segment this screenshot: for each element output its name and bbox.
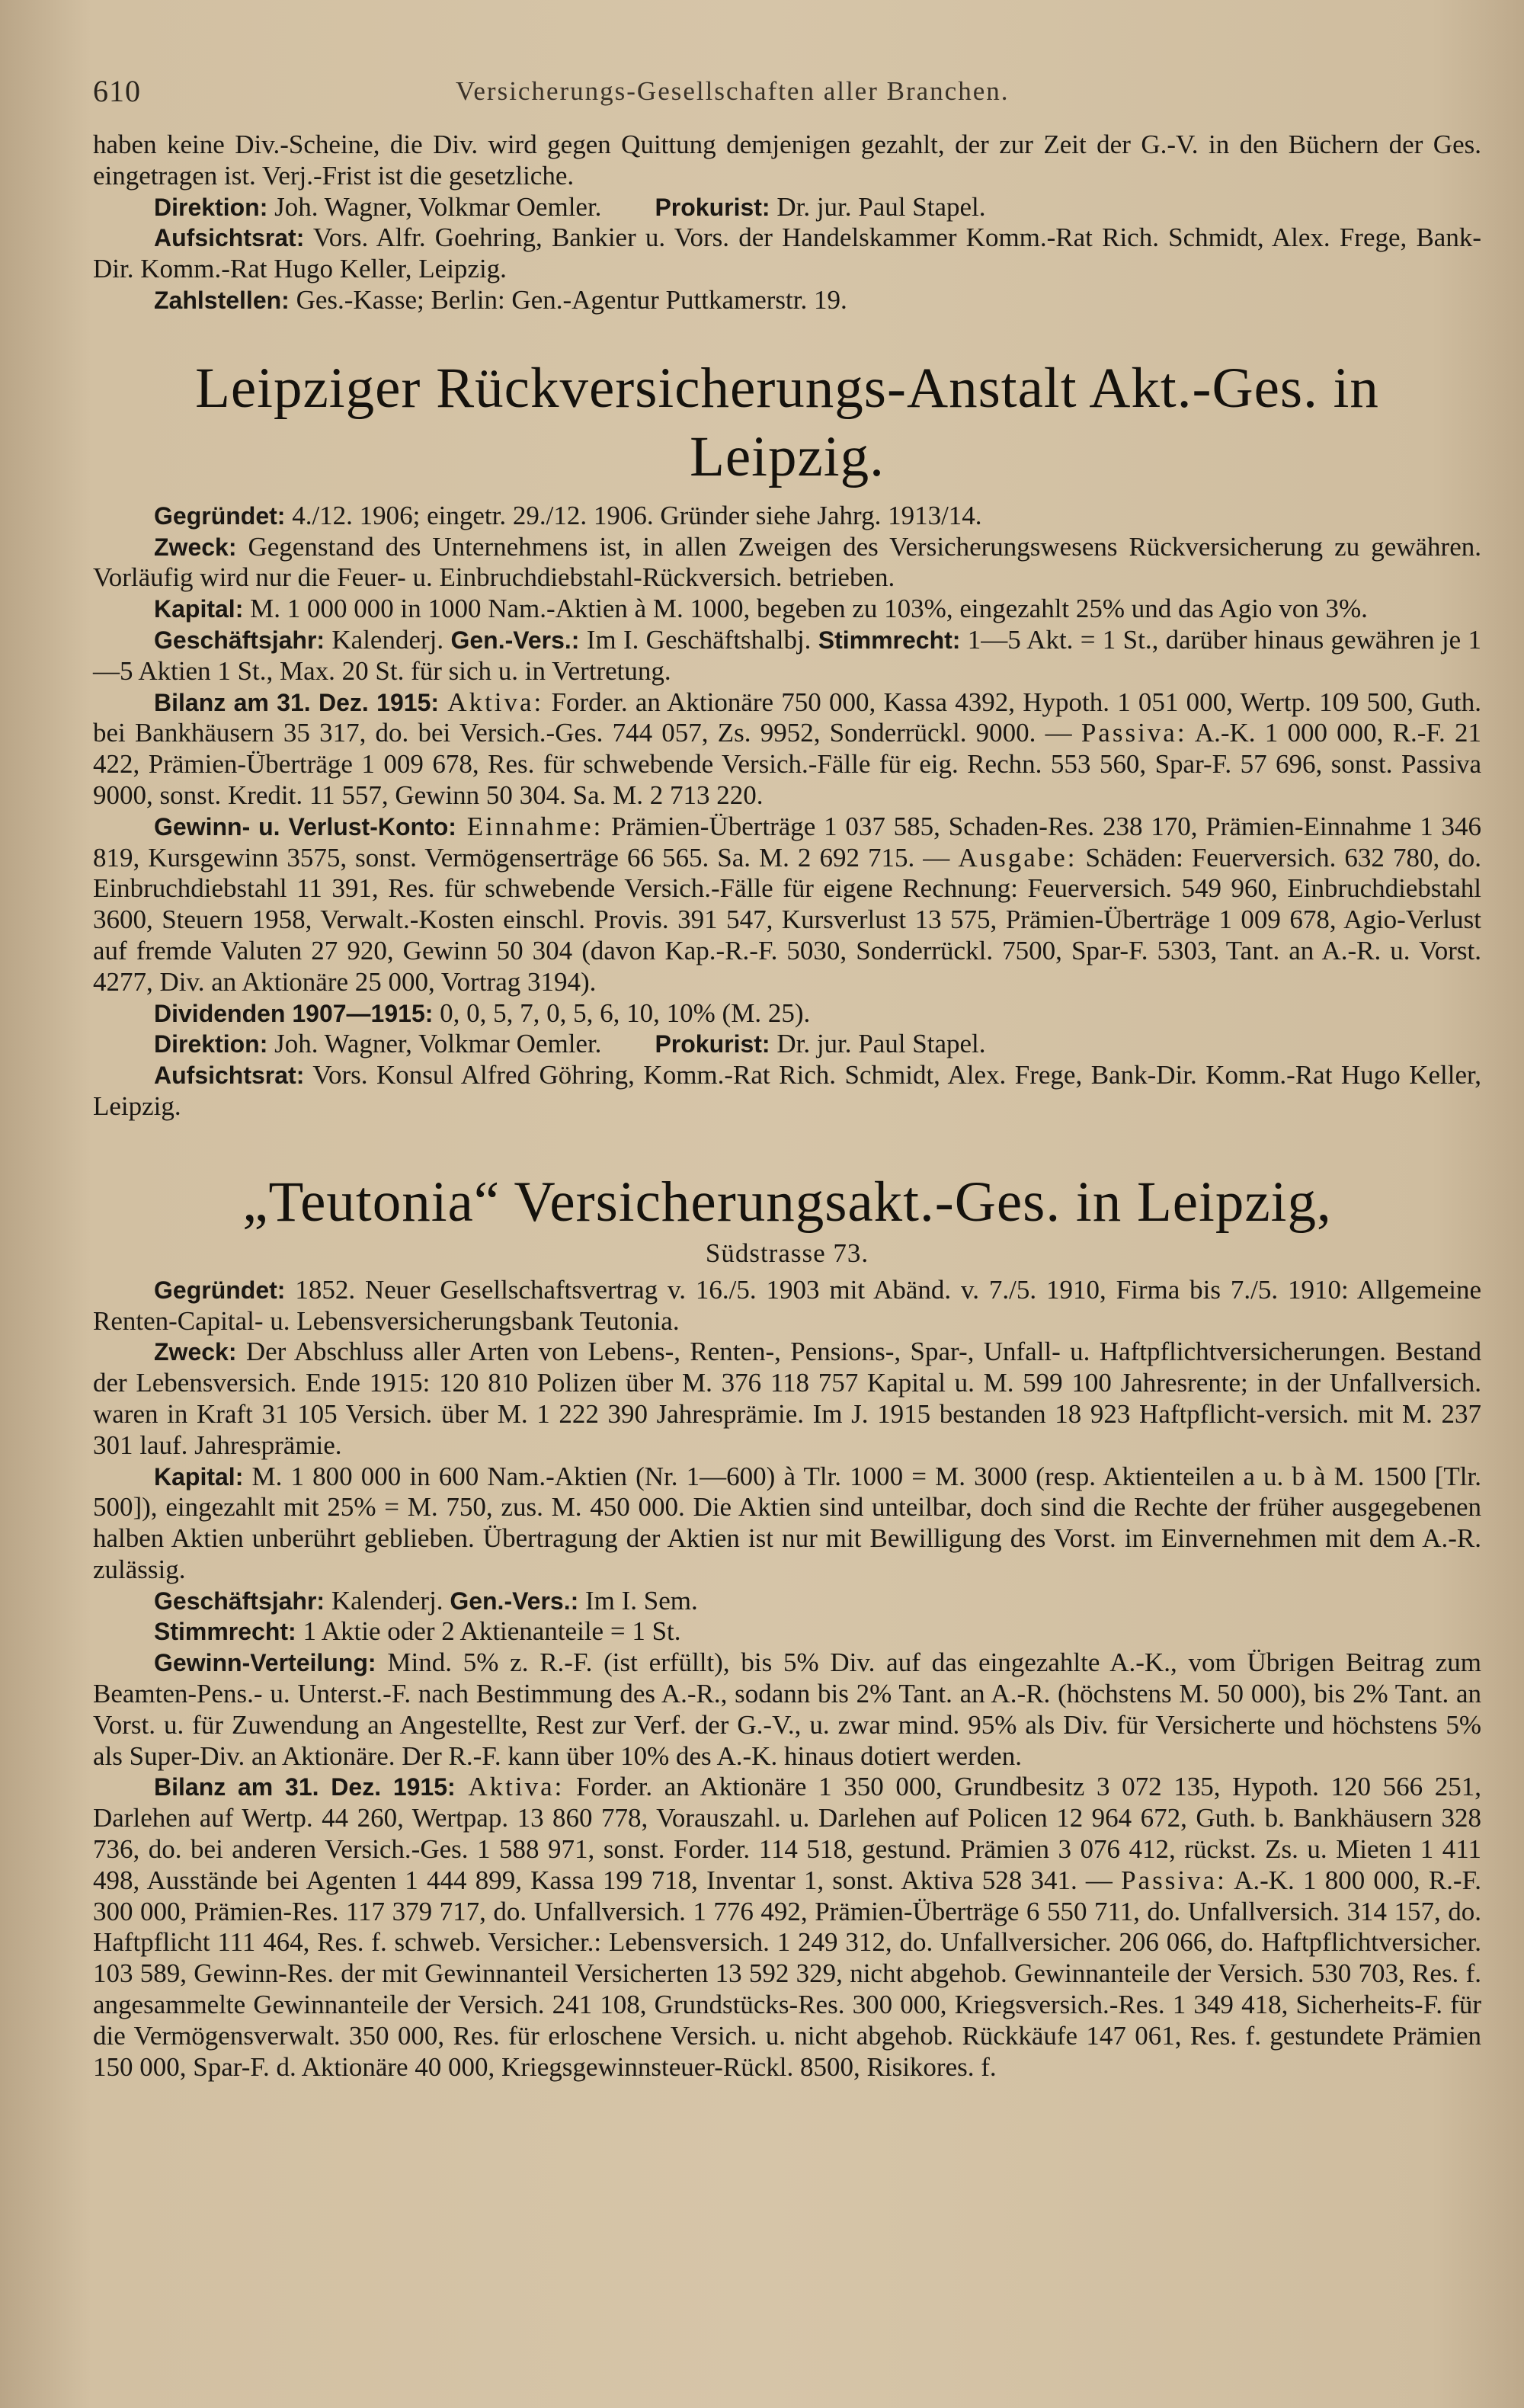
teutonia-gegruendet [93, 1275, 1481, 1337]
label-zweck: Zweck: [154, 533, 237, 561]
text-zahlstellen: Ges.-Kasse; Berlin: Gen.-Agentur Puttkamerstr. 19. [289, 284, 847, 315]
label-gegruendet: Gegründet: [154, 501, 286, 530]
running-title: Versicherungs-Gesellschaften aller Branchen. [456, 76, 1010, 106]
text-genvers: Im I. Sem. [578, 1585, 698, 1615]
label-zahlstellen: Zahlstellen: [154, 286, 290, 314]
teutonia-stimmrecht [93, 1616, 1481, 1647]
section-title-teutonia: „Teutonia“ Versicherungsakt.-Ges. in Leipzig, [242, 1170, 1332, 1234]
leipziger-aufsichtsrat [93, 1060, 1481, 1122]
label-prokurist: Prokurist: [655, 1030, 770, 1058]
text-zweck: Der Abschluss aller Arten von Lebens-, Renten-, Pensions-, Spar-, Unfall- u. Haftpflichtversicherungen. Bestand der Lebensversich. Ende 1915: 120 810 Polizen über M. 376 118 757 Kapital u. M. 599 100 Jahresrente; in der Unfallversich. waren in Kraft 31 105 Versich. über M. 1 222 390 Jahresprämie. Im J. 1915 bestanden 18 923 Haftpflicht-versich. mit M. 237 301 lauf. Jahresprämie. [93, 1337, 1481, 1460]
label-aktiva: Aktiva: [455, 1772, 565, 1802]
top-direktion [93, 192, 1481, 223]
teutonia-kapital [93, 1462, 1481, 1586]
text-aktiva: Forder. an Aktionäre 750 000, Kassa 4392, Hypoth. 1 051 000, Wertp. 109 500, Guth. bei Bankhäusern 35 317, do. bei Versich.-Ges. 744 057, Zs. 9952, Sonderrückl. 9000. — [93, 687, 1481, 748]
text-ausgabe: Schäden: Feuerversich. 632 780, do. Einbruchdiebstahl 11 391, Res. für schwebende Versich.-Fälle für eigene Rechnung: Feuerversich. 549 960, Einbruchdiebstahl 3600, Steuern 1958, Verwalt.-Kosten einschl. Provis. 391 547, Kursverlust 13 575, Prämien-Überträge 1 009 678, Agio-Verlust auf fremde Valuten 27 920, Gewinn 50 304 (davon Kap.-R.-F. 5030, Sonderrückl. 7500, Spar-F. 5303, Tant. an A.-R. u. Vorst. 4277, Div. an Aktionäre 25 000, Vortrag 3194). [93, 842, 1481, 997]
text-aktiva: Forder. an Aktionäre 1 350 000, Grundbesitz 3 072 135, Hypoth. 120 566 251, Darlehen auf Wertp. 44 260, Wertpap. 13 860 778, Vorauszahl. u. Darlehen auf Policen 12 964 672, Guth. b. Bankhäusern 328 736, do. bei anderen Versich.-Ges. 1 588 971, sonst. Forder. 114 518, gestund. Prämien 3 076 412, rückst. Zs. u. Mieten 1 411 498, Ausstände bei Agenten 1 444 899, Kassa 199 718, Inventar 1, sonst. Aktiva 528 341. — [93, 1772, 1481, 1895]
intro-paragraph [93, 130, 1481, 192]
text-passiva: A.-K. 1 800 000, R.-F. 300 000, Prämien-Res. 117 379 717, do. Unfallversich. 1 776 492, Prämien-Überträge 6 550 711, do. Unfallversich. 314 157, do. Haftpflicht 111 464, Res. f. schweb. Versicher.: Lebensversich. 1 249 312, do. Unfallversicher. 206 066, do. Haftpflichtversicher. 103 589, Gewinn-Res. der mit Gewinnanteil Versicherten 13 592 329, nicht abgehob. Gewinnanteile der Versich. 530 703, Res. f. angesammelte Gewinnanteile der Versich. 241 108, Grundstücks-Res. 300 000, Kriegsversich.-Res. 1 349 418, Sicherheits-F. für die Vermögensverwalt. 350 000, Res. für erloschene Versich. u. nicht abgehob. Rückkäufe 147 061, Res. f. gestundete Prämien 150 000, Spar-F. d. Aktionäre 40 000, Kriegsgewinnsteuer-Rückl. 8500, Risikores. f. [93, 1865, 1481, 2082]
leipziger-geschaeftsjahr [93, 625, 1481, 687]
label-gegruendet: Gegründet: [154, 1276, 286, 1304]
label-geschaeftsjahr: Geschäftsjahr: [154, 626, 325, 654]
leipziger-gewinn-verlust [93, 812, 1481, 998]
teutonia-bilanz [93, 1772, 1481, 2083]
text-dividenden: 0, 0, 5, 7, 0, 5, 6, 10, 10% (M. 25). [433, 997, 811, 1028]
text-zweck: Gegenstand des Unternehmens ist, in allen Zweigen des Versicherungswesens Rückversicherung zu gewähren. Vorläufig wird nur die Feuer- u. Einbruchdiebstahl-Rückversich. betrieben. [93, 531, 1481, 593]
running-head [93, 73, 1481, 113]
label-genvers: Gen.-Vers.: [450, 626, 580, 654]
text-stimmrecht: 1 Aktie oder 2 Aktienanteile = 1 St. [296, 1616, 681, 1647]
text-gewinnverteilung: Mind. 5% z. R.-F. (ist erfüllt), bis 5% Div. auf das eingezahlte A.-K., vom Übrigen Beitrag zum Beamten-Pens.- u. Unterst.-F. nach Bestimmung des A.-R., sodann bis 2% Tant. an A.-R. (höchstens M. 50 000), bis 2% Tant. an Vorst. u. für Zuwendung an Angestellte, Rest zur Verf. der G.-V., u. zwar mind. 95% als Div. für Versicherte und höchstens 5% als Super-Div. an Aktionäre. Der R.-F. kann über 10% des A.-K. hinaus dotiert werden. [93, 1647, 1481, 1771]
page-number: 610 [93, 74, 141, 108]
label-ausgabe: Ausgabe: [958, 842, 1077, 873]
label-aufsichtsrat: Aufsichtsrat: [154, 224, 305, 252]
top-zahlstellen [93, 285, 1481, 316]
label-geschaeftsjahr: Geschäftsjahr: [154, 1587, 325, 1615]
intro-text: haben keine Div.-Scheine, die Div. wird gegen Quittung demjenigen gezahlt, der zur Zeit der G.-V. in den Büchern der Ges. eingetragen ist. Verj.-Frist ist die gesetzliche. [93, 130, 1481, 191]
text-passiva: A.-K. 1 000 000, R.-F. 21 422, Prämien-Überträge 1 009 678, Res. für schwebende Versich.-Fälle für eig. Rechn. 553 560, Spar-F. 57 696, sonst. Passiva 9000, sonst. Kredit. 11 557, Gewinn 50 304. Sa. M. 2 713 220. [93, 718, 1481, 810]
label-passiva: Passiva: [1081, 718, 1187, 748]
text-direktion: Joh. Wagner, Volkmar Oemler. [267, 1029, 602, 1059]
label-stimmrecht: Stimmrecht: [818, 626, 961, 654]
label-aufsichtsrat: Aufsichtsrat: [154, 1062, 305, 1090]
label-gewinnverteilung: Gewinn-Verteilung: [154, 1649, 376, 1677]
leipziger-zweck [93, 532, 1481, 594]
label-kapital: Kapital: [154, 1462, 244, 1491]
text-kapital: M. 1 800 000 in 600 Nam.-Aktien (Nr. 1—600) à Tlr. 1000 = M. 3000 (resp. Aktienteilen a u. b à M. 1500 [Tlr. 500]), eingezahlt mit 25% = M. 750, zus. M. 450 000. Die Aktien sind unteilbar, doch sind die Rechte der früher ausgegebenen halben Aktien unberührt geblieben. Übertragung der Aktien ist nur mit Bewilligung des Vorst. im Einvernehmen mit dem A.-R. zulässig. [93, 1461, 1481, 1584]
teutonia-address: Südstrasse 73. [705, 1238, 869, 1268]
section-title-leipziger: Leipziger Rückversicherungs-Anstalt Akt.-Ges. in Leipzig. [195, 356, 1379, 488]
label-stimmrecht: Stimmrecht: [154, 1618, 296, 1646]
leipziger-direktion [93, 1029, 1481, 1060]
teutonia-gewinnverteilung [93, 1647, 1481, 1772]
leipziger-kapital [93, 594, 1481, 625]
label-genvers: Gen.-Vers.: [450, 1587, 579, 1615]
text-geschaeftsjahr: Kalenderj. [325, 624, 451, 655]
text-prokurist: Dr. jur. Paul Stapel. [770, 1029, 986, 1059]
leipziger-gegruendet [93, 501, 1481, 532]
text-genvers: Im I. Geschäftshalbj. [579, 624, 818, 655]
top-aufsichtsrat [93, 223, 1481, 285]
label-direktion: Direktion: [154, 193, 268, 221]
label-einnahme: Einnahme: [456, 811, 604, 841]
label-direktion: Direktion: [154, 1030, 268, 1058]
label-bilanz: Bilanz am 31. Dez. 1915: [154, 688, 440, 716]
label-dividenden: Dividenden 1907—1915: [154, 999, 434, 1027]
text-gegruendet: 1852. Neuer Gesellschaftsvertrag v. 16./5. 1903 mit Abänd. v. 7./5. 1910, Firma bis 7./5. 1910: Allgemeine Renten-Capital- u. Lebensversicherungsbank Teutonia. [93, 1274, 1481, 1336]
text-geschaeftsjahr: Kalenderj. [325, 1585, 450, 1615]
label-prokurist: Prokurist: [655, 193, 770, 221]
text-stimmrecht: 1—5 Akt. = 1 St., darüber hinaus gewähren je 1—5 Aktien 1 St., Max. 20 St. für sich u. in Vertretung. [93, 624, 1481, 686]
text-direktion: Joh. Wagner, Volkmar Oemler. [267, 191, 602, 222]
leipziger-dividenden [93, 998, 1481, 1029]
teutonia-zweck [93, 1337, 1481, 1461]
label-zweck: Zweck: [154, 1338, 237, 1366]
text-aufsichtsrat: Vors. Alfr. Goehring, Bankier u. Vors. der Handelskammer Komm.-Rat Rich. Schmidt, Alex. Frege, Bank-Dir. Komm.-Rat Hugo Keller, Leipzig. [93, 223, 1481, 284]
leipziger-bilanz [93, 687, 1481, 812]
teutonia-geschaeftsjahr [93, 1586, 1481, 1617]
label-gewinn-verlust: Gewinn- u. Verlust-Konto: [154, 812, 456, 841]
label-aktiva: Aktiva: [439, 687, 544, 717]
text-gegruendet: 4./12. 1906; eingetr. 29./12. 1906. Gründer siehe Jahrg. 1913/14. [285, 500, 982, 530]
label-passiva: Passiva: [1121, 1865, 1227, 1895]
label-kapital: Kapital: [154, 595, 244, 623]
text-prokurist: Dr. jur. Paul Stapel. [770, 191, 986, 222]
text-kapital: M. 1 000 000 in 1000 Nam.-Aktien à M. 1000, begeben zu 103%, eingezahlt 25% und das Agio von 3%. [243, 594, 1368, 624]
label-bilanz: Bilanz am 31. Dez. 1915: [154, 1773, 456, 1801]
text-einnahme: Prämien-Überträge 1 037 585, Schaden-Res. 238 170, Prämien-Einnahme 1 346 819, Kursgewinn 3575, sonst. Vermögenserträge 66 565. Sa. M. 2 692 715. — [93, 811, 1482, 873]
text-aufsichtsrat: Vors. Konsul Alfred Göhring, Komm.-Rat Rich. Schmidt, Alex. Frege, Bank-Dir. Komm.-Rat Hugo Keller, Leipzig. [93, 1060, 1481, 1121]
